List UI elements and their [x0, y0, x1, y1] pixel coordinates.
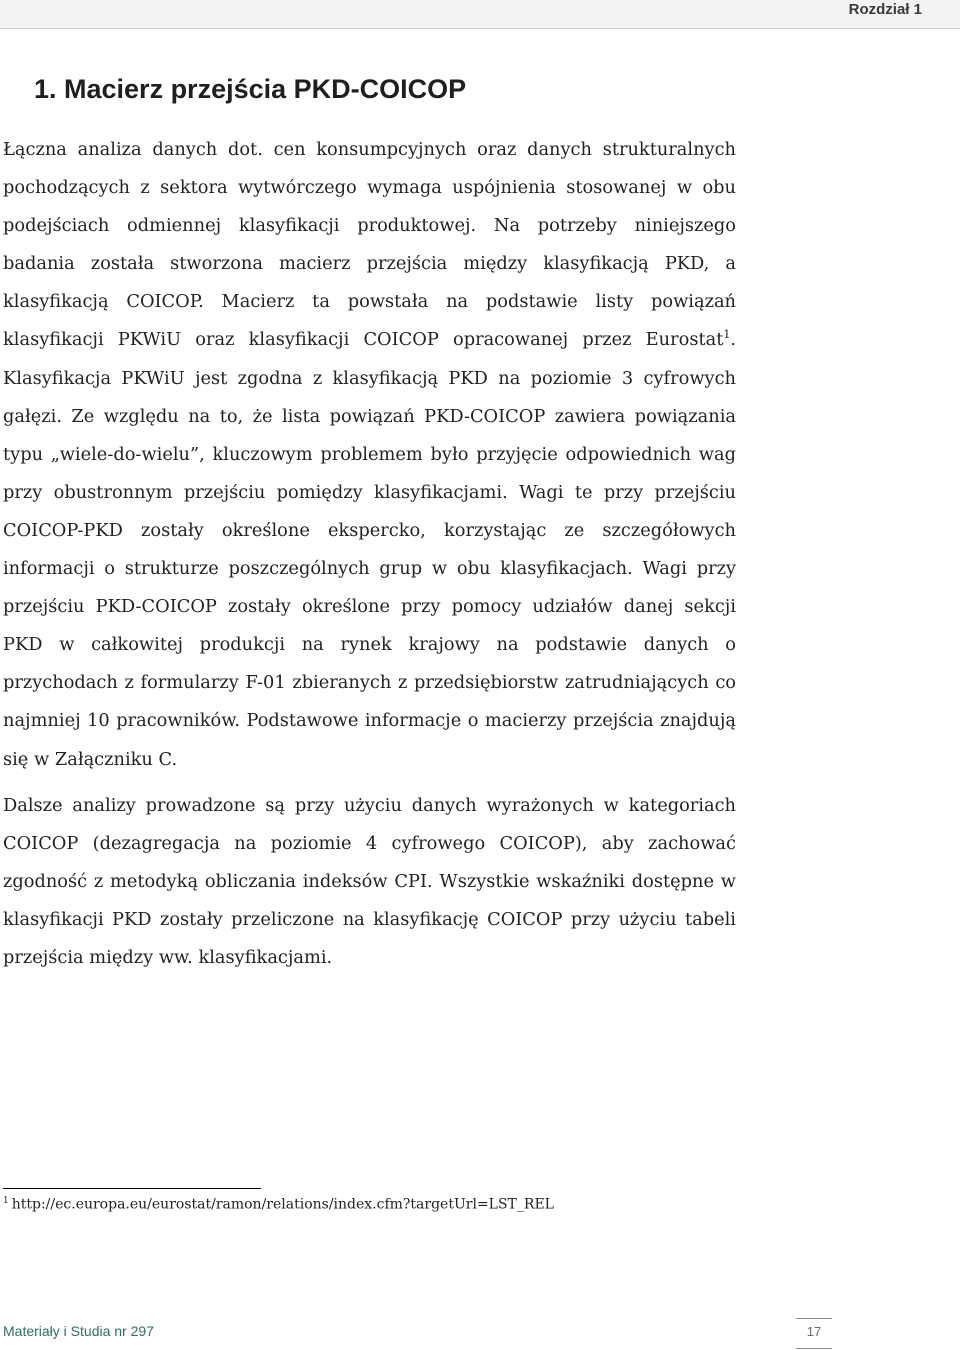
- paragraph-1: [3, 131, 736, 779]
- footnote-marker: 1: [3, 1196, 9, 1206]
- chapter-label: Rozdział 1: [848, 1, 922, 18]
- page-number-rule-bottom: [796, 1348, 832, 1349]
- footnote-separator: [3, 1188, 261, 1189]
- publication-name: Materiały i Studia nr 297: [3, 1323, 154, 1339]
- footnote: [3, 1196, 554, 1213]
- paragraph-1-text-b: . Klasyfikacja PKWiU jest zgodna z klasyfikacją PKD na poziomie 3 cyfrowych gałęzi. Ze względu na to, że lista powiązań PKD-COICOP zawiera powiązania typu „wiele-do-wielu”, kluczowym problemem było przyjęcie odpowiednich wag przy obustronnym przejściu pomiędzy klasyfikacjami. Wagi te przy przejściu COICOP-PKD zostały określone ekspercko, korzystając ze szczegółowych informacji o strukturze poszczególnych grup w obu klasyfikacjach. Wagi przy przejściu PKD-COICOP zostały określone przy pomocy udziałów danej sekcji PKD w całkowitej produkcji na rynek krajowy na podstawie danych o przychodach z formularzy F-01 zbieranych z przedsiębiorstw zatrudniających co najmniej 10 pracowników. Podstawowe informacje o macierzy przejścia znajdują się w Załączniku C.: [3, 329, 736, 770]
- running-header: [0, 0, 960, 29]
- paragraph-1-text-a: Łączna analiza danych dot. cen konsumpcyjnych oraz danych strukturalnych pochodzących z sektora wytwórczego wymaga uspójnienia stosowanej w obu podejściach odmiennej klasyfikacji produktowej. Na potrzeby niniejszego badania została stworzona macierz przejścia między klasyfikacją PKD, a klasyfikacją COICOP. Macierz ta powstała na podstawie listy powiązań klasyfikacji PKWiU oraz klasyfikacji COICOP opracowanej przez Eurostat: [3, 139, 736, 351]
- section-title: 1. Macierz przejścia PKD-COICOP: [34, 74, 467, 104]
- footnote-link[interactable]: http://ec.europa.eu/eurostat/ramon/relations/index.cfm?targetUrl=LST_REL: [11, 1196, 554, 1213]
- footnote-reference[interactable]: 1: [723, 328, 731, 342]
- paragraph-2: Dalsze analizy prowadzone są przy użyciu danych wyrażonych w kategoriach COICOP (dezagregacja na poziomie 4 cyfrowego COICOP), aby zachować zgodność z metodyką obliczania indeksów CPI. Wszystkie wskaźniki dostępne w klasyfikacji PKD zostały przeliczone na klasyfikację COICOP przy użyciu tabeli przejścia między ww. klasyfikacjami.: [3, 795, 736, 969]
- page-number: 17: [806, 1324, 822, 1339]
- page-number-rule-top: [796, 1318, 832, 1319]
